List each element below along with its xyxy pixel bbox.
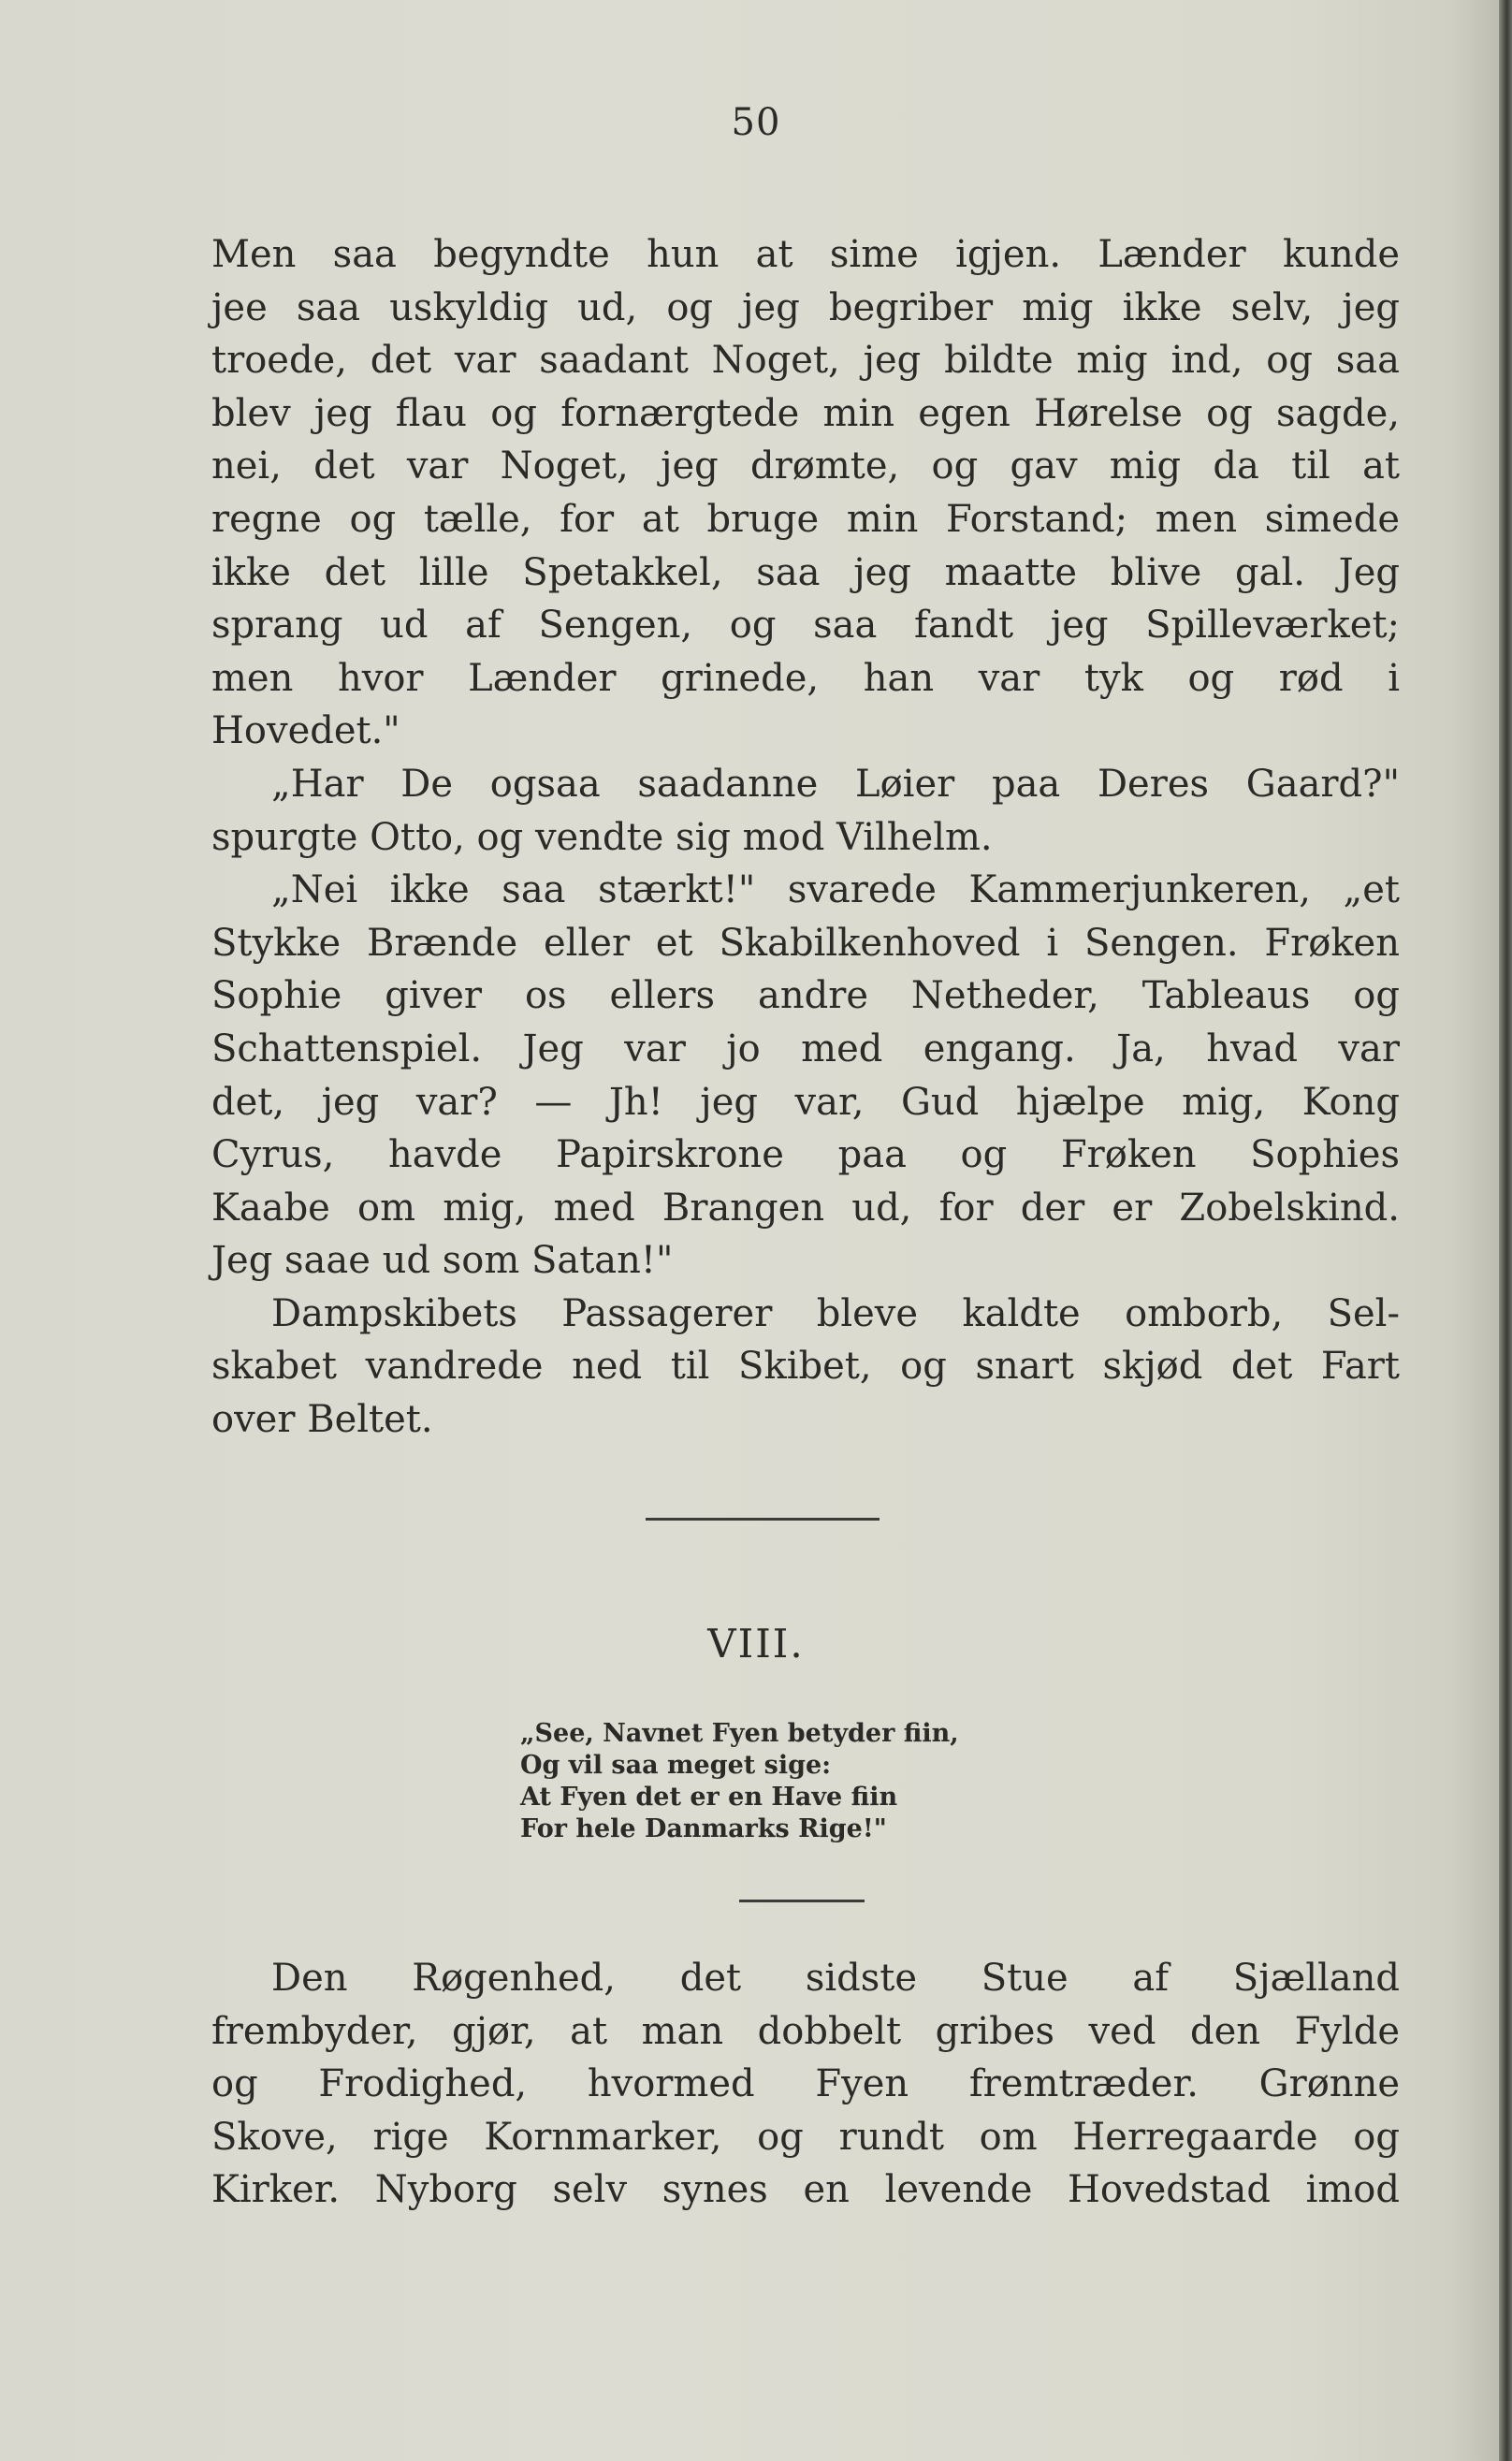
text-line: regne og tælle, for at bruge min Forstand; men simede — [211, 497, 1400, 541]
text-line: over Beltet. — [211, 1398, 433, 1442]
text-line: spurgte Otto, og vendte sig mod Vilhelm. — [211, 815, 993, 859]
text-line: Skove, rige Kornmarker, og rundt om Herregaarde og — [211, 2115, 1400, 2159]
text-line: Cyrus, havde Papirskrone paa og Frøken Sophies — [211, 1133, 1400, 1177]
text-line: ikke det lille Spetakkel, saa jeg maatte blive gal. Jeg — [211, 550, 1400, 594]
poem-line: At Fyen det er en Have fiin — [520, 1783, 898, 1812]
text-line: jee saa uskyldig ud, og jeg begriber mig ikke selv, jeg — [211, 285, 1400, 329]
poem-line: For hele Danmarks Rige!" — [520, 1814, 887, 1843]
text-line: „Nei ikke saa stærkt!" svarede Kammerjunkeren, „et — [271, 868, 1400, 912]
paragraph-2 — [211, 758, 1400, 864]
page-number: 50 — [731, 101, 781, 144]
text-line: nei, det var Noget, jeg drømte, og gav mig da til at — [211, 444, 1400, 488]
text-line: blev jeg flau og fornærgtede min egen Hørelse og sagde, — [211, 391, 1400, 435]
text-line: det, jeg var? — Jh! jeg var, Gud hjælpe mig, Kong — [211, 1080, 1400, 1124]
text-line: troede, det var saadant Noget, jeg bildte mig ind, og saa — [211, 339, 1400, 383]
epigraph-divider — [739, 1900, 865, 1902]
text-line: frembyder, gjør, at man dobbelt gribes ved den Fylde — [211, 2009, 1400, 2053]
chapter-heading: VIII. — [707, 1621, 805, 1667]
text-line: og Frodighed, hvormed Fyen fremtræder. Grønne — [211, 2062, 1400, 2106]
text-line: Den Røgenhed, det sidste Stue af Sjælland — [271, 1957, 1400, 2000]
text-line: „Har De ogsaa saadanne Løier paa Deres Gaard?" — [271, 762, 1400, 806]
paragraph-5 — [211, 1952, 1400, 2217]
epigraph-poem — [520, 1718, 959, 1845]
text-line: Stykke Brænde eller et Skabilkenhoved i Sengen. Frøken — [211, 921, 1400, 965]
page-edge-shadow — [1499, 0, 1512, 2461]
text-line: men hvor Lænder grinede, han var tyk og rød i — [211, 656, 1400, 700]
text-line: Men saa begyndte hun at sime igjen. Lænder kunde — [211, 233, 1400, 276]
text-line: Hovedet." — [211, 709, 400, 753]
text-line: skabet vandrede ned til Skibet, og snart skjød det Fart — [211, 1345, 1400, 1389]
text-block-top — [211, 228, 1400, 1447]
paragraph-1 — [211, 228, 1400, 758]
text-line: sprang ud af Sengen, og saa fandt jeg Spilleværket; — [211, 604, 1400, 648]
text-line: Kirker. Nyborg selv synes en levende Hovedstad imod — [211, 2168, 1400, 2212]
text-line: Sophie giver os ellers andre Netheder, Tableaus og — [211, 974, 1400, 1018]
poem-line: „See, Navnet Fyen betyder fiin, — [520, 1719, 959, 1748]
poem-line: Og vil saa meget sige: — [520, 1751, 832, 1780]
text-line: Dampskibets Passagerer bleve kaldte omborb, Sel- — [271, 1291, 1400, 1335]
paragraph-3 — [211, 864, 1400, 1288]
text-block-bottom — [211, 1952, 1400, 2217]
section-divider — [646, 1518, 880, 1521]
text-line: Kaabe om mig, med Brangen ud, for der er Zobelskind. — [211, 1186, 1400, 1230]
text-line: Jeg saae ud som Satan!" — [211, 1239, 674, 1283]
text-line: Schattenspiel. Jeg var jo med engang. Ja, hvad var — [211, 1027, 1400, 1070]
paragraph-4 — [211, 1288, 1400, 1447]
